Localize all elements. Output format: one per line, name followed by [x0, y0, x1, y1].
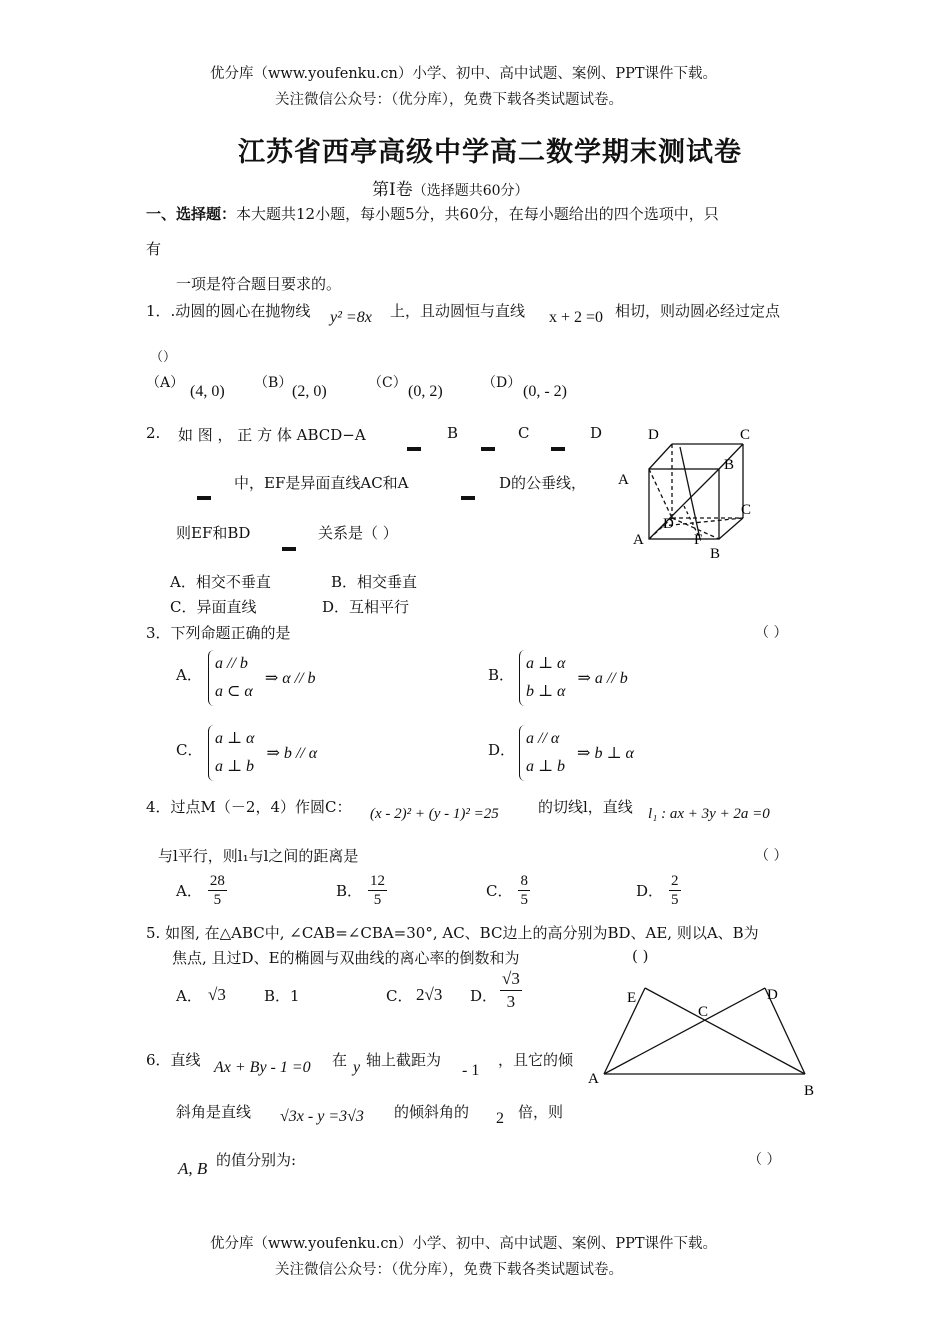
- q5-option-a-label: A．: [176, 987, 202, 1005]
- q1-option-a-label: （A）: [146, 375, 185, 391]
- q5-option-c-label: C．: [386, 987, 413, 1005]
- subscript-mark: [481, 447, 495, 451]
- triangle-label-a: A: [588, 1071, 599, 1087]
- q1-option-b-value: (2, 0): [292, 383, 327, 400]
- q4-option-c-label: C．: [486, 882, 513, 900]
- q4-a-denominator: 5: [213, 892, 222, 908]
- section-text: 本大题共12小题，每小题5分，共60分，在每小题给出的四个选项中，只: [236, 205, 719, 223]
- q1-num: 1．: [146, 302, 171, 320]
- q3-d-line1: a // α: [526, 730, 560, 747]
- q6-equation-1: Ax + By - 1 =0: [214, 1059, 311, 1076]
- subscript-mark: [407, 447, 421, 451]
- q4-option-d-label: D．: [636, 882, 664, 900]
- q3-option-c-label: C．: [176, 741, 203, 759]
- q2-text-5: 关系是（ ）: [318, 524, 398, 542]
- q3-c-line2: a ⊥ b: [215, 758, 255, 775]
- q3-d-result: ⇒ b ⊥ α: [577, 745, 634, 762]
- q5-answer-paren: ( ): [632, 947, 649, 965]
- q6-var-ab: A, B: [178, 1159, 208, 1178]
- q4-option-b-label: B．: [336, 882, 363, 900]
- q3-answer-paren: （ ）: [755, 625, 788, 641]
- cube-label-b1: B: [724, 457, 735, 473]
- q6-text-6: 的倾斜角的: [394, 1103, 470, 1121]
- q2-text-4: 则EF和BD: [176, 524, 251, 542]
- cube-label-c: C: [741, 502, 752, 518]
- q3-c-result: ⇒ b // α: [266, 745, 318, 762]
- q5-text-1: 5. 如图, 在△ABC中, ∠CAB=∠CBA=30°, AC、BC边上的高分别为BD、AE, 则以A、B为: [146, 924, 759, 942]
- cube-label-a: A: [633, 532, 644, 548]
- q4-text-3: 与l平行，则l₁与l之间的距离是: [158, 847, 359, 865]
- cube-label-f: F: [694, 532, 703, 548]
- header-line-1: 优分库（www.youfenku.cn）小学、初中、高中试题、案例、PPT课件下载。: [210, 66, 718, 82]
- subtitle-main: 第Ⅰ卷: [372, 180, 413, 200]
- q3-b-line2: b ⊥ α: [526, 683, 566, 700]
- q6-text-4: ，且它的倾: [498, 1051, 574, 1069]
- q2-option-c: C．异面直线: [170, 598, 257, 616]
- triangle-label-c: C: [698, 1004, 709, 1020]
- cube-label-d: D: [663, 516, 674, 532]
- q6-text-8: 的值分别为:: [216, 1151, 297, 1169]
- q6-text-5: 斜角是直线: [176, 1103, 252, 1121]
- q5-d-denominator: 3: [506, 992, 516, 1011]
- cube-figure: [612, 420, 772, 565]
- q3-option-b-system: [519, 650, 628, 706]
- q1-option-c-value: (0, 2): [408, 383, 443, 400]
- q1-text-3: 相切，则动圆必经过定点: [615, 302, 781, 320]
- subscript-mark: [461, 496, 475, 500]
- q1-text-2: 上，且动圆恒与直线: [390, 302, 526, 320]
- subscript-mark: [282, 547, 296, 551]
- question-1: [146, 300, 310, 321]
- q2-option-a: A．相交不垂直: [170, 573, 271, 591]
- q3-c-line1: a ⊥ α: [215, 730, 255, 747]
- q5-text-2: 焦点, 且过D、E的椭圆与双曲线的离心率的倒数和为: [172, 949, 520, 967]
- q3-a-result: ⇒ α // b: [264, 670, 316, 687]
- triangle-figure: [585, 982, 820, 1100]
- q3-option-a-system: [208, 650, 316, 706]
- q4-b-numerator: 12: [370, 873, 386, 889]
- triangle-label-b: B: [804, 1083, 815, 1099]
- q4-c-denominator: 5: [520, 892, 528, 908]
- q6-text-1: 6．直线: [146, 1051, 201, 1069]
- q4-equation-1: (x - 2)² + (y - 1)² =25: [370, 806, 499, 822]
- cube-label-c1: C: [740, 427, 751, 443]
- subscript-mark: [197, 496, 211, 500]
- q1-text-1: .动圆的圆心在抛物线: [170, 302, 311, 320]
- triangle-label-d: D: [767, 987, 778, 1003]
- triangle-label-e: E: [627, 990, 637, 1006]
- q3-option-a-label: A．: [176, 666, 202, 684]
- q6-equation-2: - 1: [462, 1062, 480, 1079]
- q2-text-2: 中，EF是异面直线AC和A: [234, 474, 409, 492]
- q4-d-numerator: 2: [671, 873, 679, 889]
- q1-equation-1: y² =8x: [330, 309, 372, 326]
- q4-text-1: 4．过点M（－2，4）作圆C：: [146, 798, 352, 816]
- q4-a-numerator: 28: [209, 873, 225, 889]
- q1-option-b-label: （B）: [254, 375, 293, 391]
- q2-vertex-d1: D: [590, 424, 603, 442]
- q2-text-1: 如 图 ， 正 方 体 ABCD−A: [178, 426, 366, 444]
- q2-num: 2.: [146, 424, 161, 442]
- q3-a-line1: a // b: [215, 655, 248, 672]
- q4-d-denominator: 5: [671, 892, 679, 908]
- q3-a-line2: a ⊂ α: [215, 683, 253, 700]
- q5-option-c-value: 2√3: [416, 985, 443, 1004]
- q3-option-b-label: B．: [488, 666, 515, 684]
- footer-line-2: 关注微信公众号：（优分库），免费下载各类试题试卷。: [275, 1262, 623, 1278]
- footer-line-1: 优分库（www.youfenku.cn）小学、初中、高中试题、案例、PPT课件下载。: [210, 1236, 718, 1252]
- q1-option-a-value: (4, 0): [190, 383, 225, 400]
- q3-text: 3．下列命题正确的是: [146, 624, 291, 642]
- page-title: 江苏省西亭高级中学高二数学期末测试卷: [238, 137, 742, 168]
- q5-option-a-value: √3: [208, 985, 226, 1004]
- section-label: 一、选择题：: [146, 205, 237, 223]
- q6-text-3: 轴上截距为: [366, 1051, 442, 1069]
- q1-option-c-label: （C）: [368, 375, 407, 391]
- q5-option-b: B．1: [264, 987, 300, 1005]
- section-instructions: [146, 203, 719, 224]
- q3-option-d-system: [519, 725, 634, 781]
- q4-answer-paren: （ ）: [755, 848, 788, 864]
- q3-d-line2: a ⊥ b: [526, 758, 566, 775]
- q2-vertex-c1: C: [518, 424, 530, 442]
- section-text-cont: 有: [146, 240, 162, 258]
- q6-answer-paren: （ ）: [748, 1152, 781, 1168]
- q4-option-a: [176, 872, 227, 909]
- q1-answer-paren: （）: [150, 350, 177, 365]
- subscript-mark: [551, 447, 565, 451]
- q6-text-7: 倍，则: [518, 1103, 564, 1121]
- cube-label-b: B: [710, 546, 721, 562]
- q3-b-line1: a ⊥ α: [526, 655, 566, 672]
- section-line-2: 一项是符合题目要求的。: [176, 275, 342, 293]
- q6-var-y: y: [353, 1059, 361, 1076]
- q4-equation-2: l₁ : ax + 3y + 2a =0: [648, 806, 770, 822]
- q1-option-d-label: （D）: [482, 375, 522, 391]
- q4-option-c: [486, 872, 530, 909]
- q1-equation-2: x + 2 =0: [549, 309, 604, 326]
- q2-option-b: B．相交垂直: [331, 573, 418, 591]
- q5-option-d-fraction: [500, 968, 522, 1013]
- q2-text-3: D的公垂线，: [499, 474, 587, 492]
- q1-option-d-value: (0, - 2): [523, 383, 567, 400]
- q4-c-numerator: 8: [520, 873, 528, 889]
- q3-option-c-system: [208, 725, 317, 781]
- q6-equation-3: √3x - y =3√3: [280, 1108, 364, 1125]
- header-line-2: 关注微信公众号：（优分库），免费下载各类试题试卷。: [275, 92, 623, 108]
- q2-vertex-b1: B: [447, 424, 459, 442]
- q4-b-denominator: 5: [373, 892, 382, 908]
- q4-option-a-label: A．: [176, 882, 202, 900]
- q2-option-d: D．互相平行: [322, 598, 410, 616]
- cube-label-d1: D: [648, 427, 659, 443]
- q4-option-b: [336, 872, 387, 909]
- q6-number-two: 2: [496, 1110, 504, 1127]
- q3-b-result: ⇒ a // b: [577, 670, 628, 687]
- q5-d-numerator: √3: [500, 968, 522, 991]
- q4-text-2: 的切线l，直线: [538, 798, 633, 816]
- q5-option-d-label: D．: [470, 987, 498, 1005]
- q4-option-d: [636, 872, 681, 909]
- q3-option-d-label: D．: [488, 741, 516, 759]
- cube-label-a1: A: [618, 472, 629, 488]
- q6-text-2: 在: [332, 1051, 348, 1069]
- subtitle-note: （选择题共60分）: [412, 183, 529, 199]
- subtitle: [372, 175, 529, 200]
